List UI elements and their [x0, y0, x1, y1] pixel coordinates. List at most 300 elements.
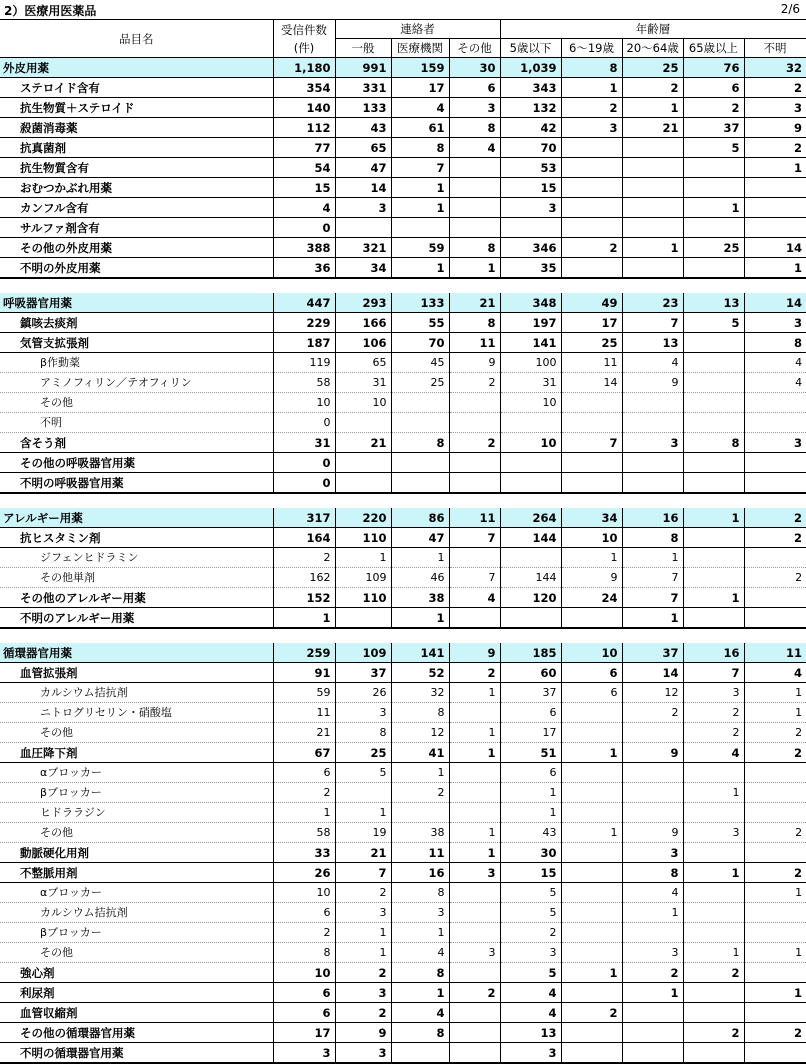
- table-cell: 2: [683, 703, 744, 723]
- table-cell: 8: [391, 1023, 449, 1043]
- item-name: 不明の外皮用薬: [0, 258, 273, 279]
- table-cell: 10: [561, 643, 622, 663]
- subcategory-row: [0, 238, 806, 258]
- category-row: [0, 643, 806, 663]
- item-name: 含そう剤: [0, 433, 273, 453]
- table-cell: [561, 178, 622, 198]
- table-cell: 110: [335, 588, 391, 608]
- table-cell: 1: [744, 683, 806, 703]
- table-cell: [744, 453, 806, 473]
- table-cell: 16: [622, 508, 683, 528]
- table-cell: 8: [391, 963, 449, 983]
- table-cell: 47: [335, 158, 391, 178]
- table-cell: [622, 258, 683, 279]
- table-cell: 1: [561, 963, 622, 983]
- header-contact-group: 連絡者: [335, 20, 500, 39]
- table-cell: [500, 548, 561, 568]
- subcategory-row: [0, 453, 806, 473]
- table-cell: 8: [391, 703, 449, 723]
- table-cell: [449, 1043, 500, 1064]
- table-cell: 2: [683, 963, 744, 983]
- table-cell: 21: [335, 843, 391, 863]
- table-cell: 35: [500, 258, 561, 279]
- table-cell: [683, 178, 744, 198]
- header-age-6-19: 6～19歳: [561, 39, 622, 58]
- table-cell: 21: [622, 118, 683, 138]
- table-cell: 13: [622, 333, 683, 353]
- table-cell: 31: [335, 373, 391, 393]
- table-cell: 58: [273, 823, 335, 843]
- section-spacer: [0, 278, 806, 293]
- table-cell: 11: [273, 703, 335, 723]
- table-cell: 2: [335, 883, 391, 903]
- table-cell: 9: [561, 568, 622, 588]
- table-cell: 2: [273, 548, 335, 568]
- table-cell: 10: [500, 433, 561, 453]
- table-cell: 17: [391, 78, 449, 98]
- table-cell: 2: [683, 1023, 744, 1043]
- table-cell: 5: [500, 903, 561, 923]
- table-cell: [683, 413, 744, 433]
- table-cell: 8: [449, 313, 500, 333]
- table-cell: 5: [500, 963, 561, 983]
- table-cell: 31: [273, 433, 335, 453]
- table-cell: 3: [622, 943, 683, 963]
- table-cell: 3: [561, 118, 622, 138]
- table-cell: 32: [391, 683, 449, 703]
- table-cell: 1: [561, 743, 622, 763]
- item-name: 鎮咳去痰剤: [0, 313, 273, 333]
- table-cell: 264: [500, 508, 561, 528]
- subcategory-row: [0, 333, 806, 353]
- table-cell: 1: [335, 548, 391, 568]
- table-cell: 3: [744, 98, 806, 118]
- item-name: 強心剤: [0, 963, 273, 983]
- table-cell: [561, 1023, 622, 1043]
- table-cell: 3: [335, 703, 391, 723]
- table-cell: [683, 393, 744, 413]
- table-cell: [683, 218, 744, 238]
- table-cell: 37: [622, 643, 683, 663]
- table-cell: [622, 763, 683, 783]
- table-cell: [683, 333, 744, 353]
- table-cell: [622, 453, 683, 473]
- table-cell: 4: [500, 1003, 561, 1023]
- table-cell: 1,039: [500, 58, 561, 78]
- table-cell: 2: [744, 528, 806, 548]
- table-cell: 1: [391, 198, 449, 218]
- table-cell: 185: [500, 643, 561, 663]
- table-cell: 1: [449, 683, 500, 703]
- table-cell: [622, 178, 683, 198]
- table-cell: [561, 258, 622, 279]
- table-cell: [561, 863, 622, 883]
- table-cell: 2: [744, 78, 806, 98]
- table-cell: 3: [500, 1043, 561, 1064]
- table-cell: 991: [335, 58, 391, 78]
- table-cell: 4: [744, 353, 806, 373]
- table-cell: 1: [335, 923, 391, 943]
- table-cell: [622, 158, 683, 178]
- table-cell: 12: [622, 683, 683, 703]
- table-cell: [683, 453, 744, 473]
- table-cell: [449, 198, 500, 218]
- table-cell: [561, 803, 622, 823]
- table-cell: 15: [273, 178, 335, 198]
- table-cell: 34: [561, 508, 622, 528]
- table-cell: 6: [561, 683, 622, 703]
- table-cell: 6: [500, 763, 561, 783]
- table-cell: [744, 198, 806, 218]
- table-cell: [561, 158, 622, 178]
- table-cell: 2: [449, 373, 500, 393]
- detail-row: [0, 393, 806, 413]
- table-cell: 1: [622, 98, 683, 118]
- table-cell: 162: [273, 568, 335, 588]
- table-cell: [744, 393, 806, 413]
- table-cell: [561, 763, 622, 783]
- table-cell: [449, 218, 500, 238]
- subcategory-row: [0, 258, 806, 279]
- table-cell: 31: [500, 373, 561, 393]
- table-cell: 1: [744, 258, 806, 279]
- table-cell: [449, 783, 500, 803]
- table-cell: 293: [335, 293, 391, 313]
- table-cell: 2: [744, 723, 806, 743]
- table-cell: 3: [622, 433, 683, 453]
- subcategory-row: [0, 588, 806, 608]
- table-cell: 1: [500, 783, 561, 803]
- table-cell: [561, 703, 622, 723]
- table-cell: 3: [391, 903, 449, 923]
- table-cell: 14: [622, 663, 683, 683]
- table-cell: 3: [622, 843, 683, 863]
- subcategory-row: [0, 433, 806, 453]
- table-cell: 25: [335, 743, 391, 763]
- detail-row: [0, 823, 806, 843]
- table-cell: 2: [744, 823, 806, 843]
- table-cell: 14: [744, 293, 806, 313]
- table-cell: 343: [500, 78, 561, 98]
- table-cell: 37: [500, 683, 561, 703]
- item-name: 気管支拡張剤: [0, 333, 273, 353]
- table-cell: [683, 903, 744, 923]
- table-cell: 24: [561, 588, 622, 608]
- table-cell: 1: [561, 823, 622, 843]
- table-cell: 1: [622, 238, 683, 258]
- table-cell: 100: [500, 353, 561, 373]
- table-cell: 4: [449, 138, 500, 158]
- table-cell: 59: [391, 238, 449, 258]
- detail-row: [0, 703, 806, 723]
- item-name: 抗真菌剤: [0, 138, 273, 158]
- table-cell: 2: [683, 723, 744, 743]
- item-name: 不整脈用剤: [0, 863, 273, 883]
- table-cell: 4: [744, 663, 806, 683]
- table-cell: [561, 723, 622, 743]
- table-cell: 1: [273, 608, 335, 629]
- item-name: カルシウム拮抗剤: [0, 683, 273, 703]
- item-name: 不明のアレルギー用薬: [0, 608, 273, 629]
- table-cell: 2: [273, 783, 335, 803]
- item-name: 動脈硬化用剤: [0, 843, 273, 863]
- item-name: その他の呼吸器官用薬: [0, 453, 273, 473]
- detail-row: [0, 803, 806, 823]
- detail-row: [0, 943, 806, 963]
- table-cell: 4: [391, 1003, 449, 1023]
- table-cell: 3: [744, 433, 806, 453]
- table-cell: 331: [335, 78, 391, 98]
- table-cell: 1: [561, 78, 622, 98]
- table-cell: [744, 1043, 806, 1064]
- table-cell: 9: [449, 643, 500, 663]
- table-cell: 4: [622, 353, 683, 373]
- item-name: ヒドララジン: [0, 803, 273, 823]
- table-cell: 8: [449, 238, 500, 258]
- table-cell: [449, 413, 500, 433]
- table-cell: [744, 548, 806, 568]
- table-cell: 8: [683, 433, 744, 453]
- table-cell: [391, 453, 449, 473]
- item-name: βブロッカー: [0, 923, 273, 943]
- detail-row: [0, 923, 806, 943]
- table-cell: 8: [335, 723, 391, 743]
- table-cell: 6: [500, 703, 561, 723]
- table-cell: 8: [391, 138, 449, 158]
- table-cell: [744, 413, 806, 433]
- table-cell: 38: [391, 823, 449, 843]
- table-cell: [391, 218, 449, 238]
- table-cell: 119: [273, 353, 335, 373]
- table-cell: 3: [335, 903, 391, 923]
- item-name: ジフェンヒドラミン: [0, 548, 273, 568]
- table-cell: 7: [622, 588, 683, 608]
- table-cell: 1: [683, 783, 744, 803]
- item-name: 抗生物質＋ステロイド: [0, 98, 273, 118]
- table-cell: 13: [500, 1023, 561, 1043]
- table-cell: [683, 1003, 744, 1023]
- table-cell: 2: [744, 743, 806, 763]
- table-cell: 2: [622, 963, 683, 983]
- table-cell: 3: [449, 863, 500, 883]
- table-cell: 1: [391, 258, 449, 279]
- table-cell: 26: [273, 863, 335, 883]
- table-cell: [391, 413, 449, 433]
- table-cell: [561, 393, 622, 413]
- table-cell: [391, 473, 449, 494]
- item-name: その他: [0, 943, 273, 963]
- item-name: その他の循環器官用薬: [0, 1023, 273, 1043]
- table-cell: 67: [273, 743, 335, 763]
- table-cell: [449, 1023, 500, 1043]
- table-cell: [500, 608, 561, 629]
- table-cell: [561, 473, 622, 494]
- table-cell: 2: [273, 923, 335, 943]
- table-cell: [561, 138, 622, 158]
- table-cell: [622, 138, 683, 158]
- detail-row: [0, 413, 806, 433]
- table-cell: [744, 1003, 806, 1023]
- subcategory-row: [0, 98, 806, 118]
- table-cell: 2: [561, 238, 622, 258]
- table-cell: 229: [273, 313, 335, 333]
- table-cell: 6: [561, 663, 622, 683]
- table-cell: 34: [335, 258, 391, 279]
- table-cell: 1: [391, 608, 449, 629]
- header-contact-general: 一般: [335, 39, 391, 58]
- table-cell: [335, 783, 391, 803]
- table-cell: 1: [683, 943, 744, 963]
- table-cell: 45: [391, 353, 449, 373]
- table-cell: 159: [391, 58, 449, 78]
- item-name: ニトログリセリン・硝酸塩: [0, 703, 273, 723]
- page-title: 2）医療用医薬品: [4, 4, 97, 18]
- table-cell: 2: [744, 863, 806, 883]
- table-cell: [449, 608, 500, 629]
- table-cell: 1: [391, 178, 449, 198]
- table-cell: 8: [622, 528, 683, 548]
- table-cell: [391, 803, 449, 823]
- table-cell: 19: [335, 823, 391, 843]
- detail-row: [0, 548, 806, 568]
- table-cell: 16: [391, 863, 449, 883]
- table-cell: 9: [744, 118, 806, 138]
- table-cell: [622, 413, 683, 433]
- header-age-group: 年齢層: [500, 20, 806, 39]
- table-cell: 11: [449, 333, 500, 353]
- table-cell: 1: [622, 608, 683, 629]
- table-cell: 321: [335, 238, 391, 258]
- item-name: αブロッカー: [0, 763, 273, 783]
- item-name: カンフル含有: [0, 198, 273, 218]
- table-cell: [744, 923, 806, 943]
- table-cell: 109: [335, 568, 391, 588]
- item-name: アレルギー用薬: [0, 508, 273, 528]
- table-cell: [683, 1043, 744, 1064]
- table-cell: [335, 473, 391, 494]
- header-count-label: 受信件数: [281, 22, 327, 37]
- table-cell: [449, 803, 500, 823]
- table-cell: 11: [391, 843, 449, 863]
- table-cell: 26: [335, 683, 391, 703]
- table-cell: 3: [335, 1043, 391, 1064]
- table-cell: 3: [335, 198, 391, 218]
- table-cell: 9: [622, 743, 683, 763]
- table-cell: 11: [744, 643, 806, 663]
- table-cell: 10: [561, 528, 622, 548]
- table-cell: 37: [683, 118, 744, 138]
- table-cell: 1: [449, 258, 500, 279]
- item-name: その他: [0, 393, 273, 413]
- table-cell: 144: [500, 568, 561, 588]
- item-name: 不明の循環器官用薬: [0, 1043, 273, 1064]
- table-cell: 6: [449, 78, 500, 98]
- item-name: その他の外皮用薬: [0, 238, 273, 258]
- table-cell: 1: [449, 723, 500, 743]
- table-cell: 2: [500, 923, 561, 943]
- table-cell: 7: [449, 528, 500, 548]
- item-name: 抗生物質含有: [0, 158, 273, 178]
- table-cell: 259: [273, 643, 335, 663]
- table-cell: [449, 903, 500, 923]
- table-cell: 21: [335, 433, 391, 453]
- table-cell: 1: [683, 508, 744, 528]
- table-cell: 21: [449, 293, 500, 313]
- subcategory-row: [0, 1043, 806, 1064]
- table-cell: 37: [335, 663, 391, 683]
- table-cell: 53: [500, 158, 561, 178]
- table-cell: 2: [683, 98, 744, 118]
- item-name: 血管収縮剤: [0, 1003, 273, 1023]
- table-cell: [622, 1023, 683, 1043]
- table-cell: [449, 393, 500, 413]
- detail-row: [0, 373, 806, 393]
- table-cell: 3: [449, 98, 500, 118]
- table-cell: 1: [683, 863, 744, 883]
- header-age-20-64: 20～64歳: [622, 39, 683, 58]
- table-cell: 7: [335, 863, 391, 883]
- item-name: βブロッカー: [0, 783, 273, 803]
- section-spacer: [0, 493, 806, 508]
- table-cell: [335, 413, 391, 433]
- table-cell: [449, 453, 500, 473]
- table-cell: [683, 353, 744, 373]
- table-cell: 9: [449, 353, 500, 373]
- table-cell: 2: [744, 1023, 806, 1043]
- table-cell: [449, 1003, 500, 1023]
- table-cell: 1: [683, 588, 744, 608]
- table-cell: 4: [683, 743, 744, 763]
- table-cell: 7: [622, 568, 683, 588]
- table-cell: 10: [335, 393, 391, 413]
- table-cell: [683, 803, 744, 823]
- table-cell: 8: [391, 883, 449, 903]
- data-table: [0, 19, 806, 1064]
- table-cell: [449, 178, 500, 198]
- table-cell: 6: [273, 983, 335, 1003]
- table-cell: [561, 413, 622, 433]
- table-cell: 132: [500, 98, 561, 118]
- table-cell: 0: [273, 413, 335, 433]
- item-name: 血圧降下剤: [0, 743, 273, 763]
- table-cell: 2: [622, 703, 683, 723]
- table-cell: 1: [561, 548, 622, 568]
- table-cell: 86: [391, 508, 449, 528]
- table-cell: 3: [273, 1043, 335, 1064]
- table-cell: 2: [335, 963, 391, 983]
- table-cell: [683, 373, 744, 393]
- table-cell: 91: [273, 663, 335, 683]
- table-cell: 110: [335, 528, 391, 548]
- table-cell: 9: [622, 373, 683, 393]
- table-cell: 12: [391, 723, 449, 743]
- table-cell: [683, 883, 744, 903]
- table-cell: 65: [335, 353, 391, 373]
- subcategory-row: [0, 178, 806, 198]
- table-cell: 1: [391, 983, 449, 1003]
- table-cell: [744, 963, 806, 983]
- table-cell: [561, 783, 622, 803]
- header-contact-medical: 医療機関: [391, 39, 449, 58]
- item-name: その他単剤: [0, 568, 273, 588]
- table-cell: 1: [622, 983, 683, 1003]
- table-cell: 7: [622, 313, 683, 333]
- table-cell: [500, 218, 561, 238]
- table-cell: 8: [561, 58, 622, 78]
- item-name: 殺菌消毒薬: [0, 118, 273, 138]
- table-cell: [744, 178, 806, 198]
- table-cell: 15: [500, 863, 561, 883]
